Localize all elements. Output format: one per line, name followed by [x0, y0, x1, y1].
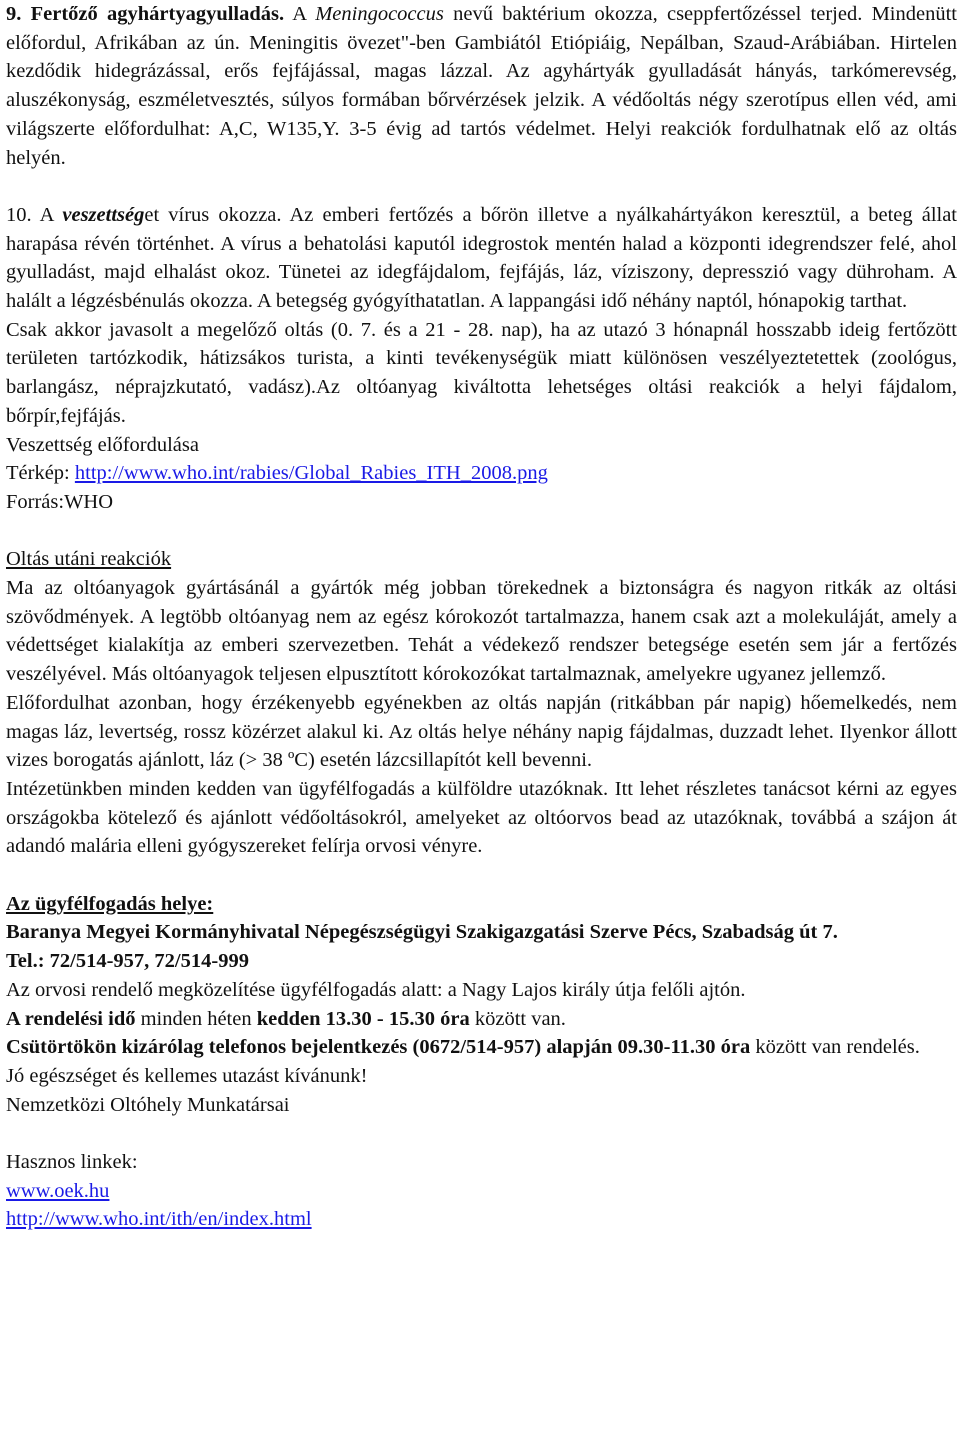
office-hours-d: között van. — [474, 1007, 566, 1030]
reactions-paragraph-1: Ma az oltóanyagok gyártásánál a gyártók még jobban törekednek a biztonságra és nagyon ritkák az oltási szövődmények. A legtöbb oltóanyag nem az egész kórokozót tartalmazza, hanem csak azt a molekuláját, amely a védettséget kialakítja az emberi szervezetben. Tehát a védekező rendszer betegsége esetén sem jár a fertőzés veszélyével. Más oltóanyagok teljesen elpusztított kórokozókat tartalmaznak, amelyekre ugyanez jellemző. — [6, 577, 957, 686]
office-hours-a: A rendelési idő — [6, 1007, 136, 1030]
office-signature: Nemzetközi Oltóhely Munkatársai — [6, 1093, 290, 1116]
office-hours — [6, 1005, 957, 1034]
office-thursday-rest: között van rendelés. — [755, 1036, 920, 1059]
rabies-occurrence: Veszettség előfordulása — [6, 433, 199, 456]
spacer — [6, 517, 957, 546]
spacer — [6, 861, 957, 890]
section-meningitis-heading: 9. Fertőző agyhártyagyulladás. — [6, 3, 285, 25]
who-rabies-map-link[interactable]: http://www.who.int/rabies/Global_Rabies_ITH_2008.png — [74, 462, 548, 485]
spacer — [6, 1119, 957, 1148]
office-heading — [6, 890, 957, 919]
who-ith-link[interactable]: http://www.who.int/ith/en/index.html — [6, 1208, 312, 1231]
disease-name: veszettség — [62, 203, 145, 226]
map-label: Térkép: — [6, 462, 70, 485]
section-rabies — [6, 201, 957, 316]
reactions-paragraph-3: Intézetünkben minden kedden van ügyfélfogadás a külföldre utazóknak. Itt lehet részletes tanácsot kérni az egyes országokba kötelező és ajánlott védőoltásokról, amelyeket az oltóorvos bead az utazóknak, továbbá a szájon át adandó malária elleni gyógyszereket felírja orvosi vényre. — [6, 777, 957, 858]
section-rabies-text: et vírus okozza. Az emberi fertőzés a bőrön illetve a nyálkahártyákon keresztül, a beteg állat harapása révén történhet. A vírus a behatolási kaputól idegrostok mentén halad a központi idegrendszer felé, ahol gyulladást, majd elhalást okoz. Tünetei az idegfájdalom, fejfájás, láz, víziszony, depresszió vagy dühroham. A halált a légzésbénulás okozza. A betegség gyógyíthatatlan. A lappangási idő néhány naptól, hónapokig tarthat. — [6, 203, 958, 313]
section-rabies-lead: 10. A — [6, 203, 54, 226]
links-heading: Hasznos linkek: — [6, 1151, 138, 1174]
office-hours-c: kedden 13.30 - 15.30 óra — [256, 1007, 470, 1030]
section-rabies-recommendation: Csak akkor javasolt a megelőző oltás (0. 7. és a 21 - 28. nap), ha az utazó 3 hónapnál hosszabb ideig fertőzött területen tartózkodik, hátizsákos turista, a kinti tevékenységük miatt különösen veszélyeztetettek (zoológus, barlangász, néprajzkutató, vadász).Az oltóanyag kiváltotta lehetséges oltási reakciók a helyi fájdalom, bőrpír,fejfájás. — [6, 318, 957, 427]
section-meningitis — [6, 0, 957, 172]
office-phone-text: Tel.: 72/514-957, 72/514-999 — [6, 950, 249, 973]
office-address-text: Baranya Megyei Kormányhivatal Népegészségügyi Szakigazgatási Szerve Pécs, Szabadság út 7. — [6, 921, 838, 944]
rabies-map-line — [6, 459, 957, 488]
office-approach: Az orvosi rendelő megközelítése ügyfélfogadás alatt: a Nagy Lajos király útja felőli ajtón. — [6, 978, 746, 1001]
office-address — [6, 918, 957, 947]
oek-link[interactable]: www.oek.hu — [6, 1179, 110, 1202]
spacer — [6, 172, 957, 201]
pathogen-name: Meningococcus — [315, 3, 444, 25]
reactions-paragraph-2: Előfordulhat azonban, hogy érzékenyebb egyénekben az oltás napján (ritkábban pár napig) hőemelkedés, nem magas láz, levertség, rossz közérzet alakul ki. Az oltás helye néhány napig fájdalmas, duzzadt lehet. Ilyenkor állott vizes borogatás ajánlott, láz (> 38 ºC) esetén lázcsillapítót kell bevenni. — [6, 691, 957, 772]
links-item-who — [6, 1205, 957, 1234]
office-thursday — [6, 1033, 957, 1062]
document-page — [6, 0, 957, 1234]
section-meningitis-text-a: A — [292, 3, 306, 25]
section-meningitis-text-b: nevű baktérium okozza, cseppfertőzéssel terjed. Mindenütt előfordul, Afrikában az ún. Meningitis övezet"-ben Gambiától Etiópiáig, Nepálban, Szaud-Arábiában. Hirtelen kezdődik hidegrázással, erős fejfájással, magas lázzal. Az agyhártyák gyulladását hányás, tarkómerevség, aluszékonyság, eszméletvesztés, súlyos formában bőrvérzések jelzik. A védőoltás négy szerotípus ellen véd, ami világszerte előfordulhat: A,C, W135,Y. 3-5 évig ad tartós védelmet. Helyi reakciók fordulhatnak elő az oltás helyén. — [6, 3, 957, 169]
office-phone — [6, 947, 957, 976]
office-hours-b: minden héten — [140, 1007, 252, 1030]
office-wish: Jó egészséget és kellemes utazást kívánunk! — [6, 1064, 368, 1087]
rabies-source: Forrás:WHO — [6, 490, 114, 513]
reactions-heading — [6, 545, 957, 574]
reactions-heading-text: Oltás utáni reakciók — [6, 548, 172, 571]
links-item-oek — [6, 1177, 957, 1206]
office-thursday-bold: Csütörtökön kizárólag telefonos bejelentkezés (0672/514-957) alapján 09.30-11.30 óra — [6, 1036, 751, 1059]
office-heading-text: Az ügyfélfogadás helye: — [6, 892, 214, 915]
